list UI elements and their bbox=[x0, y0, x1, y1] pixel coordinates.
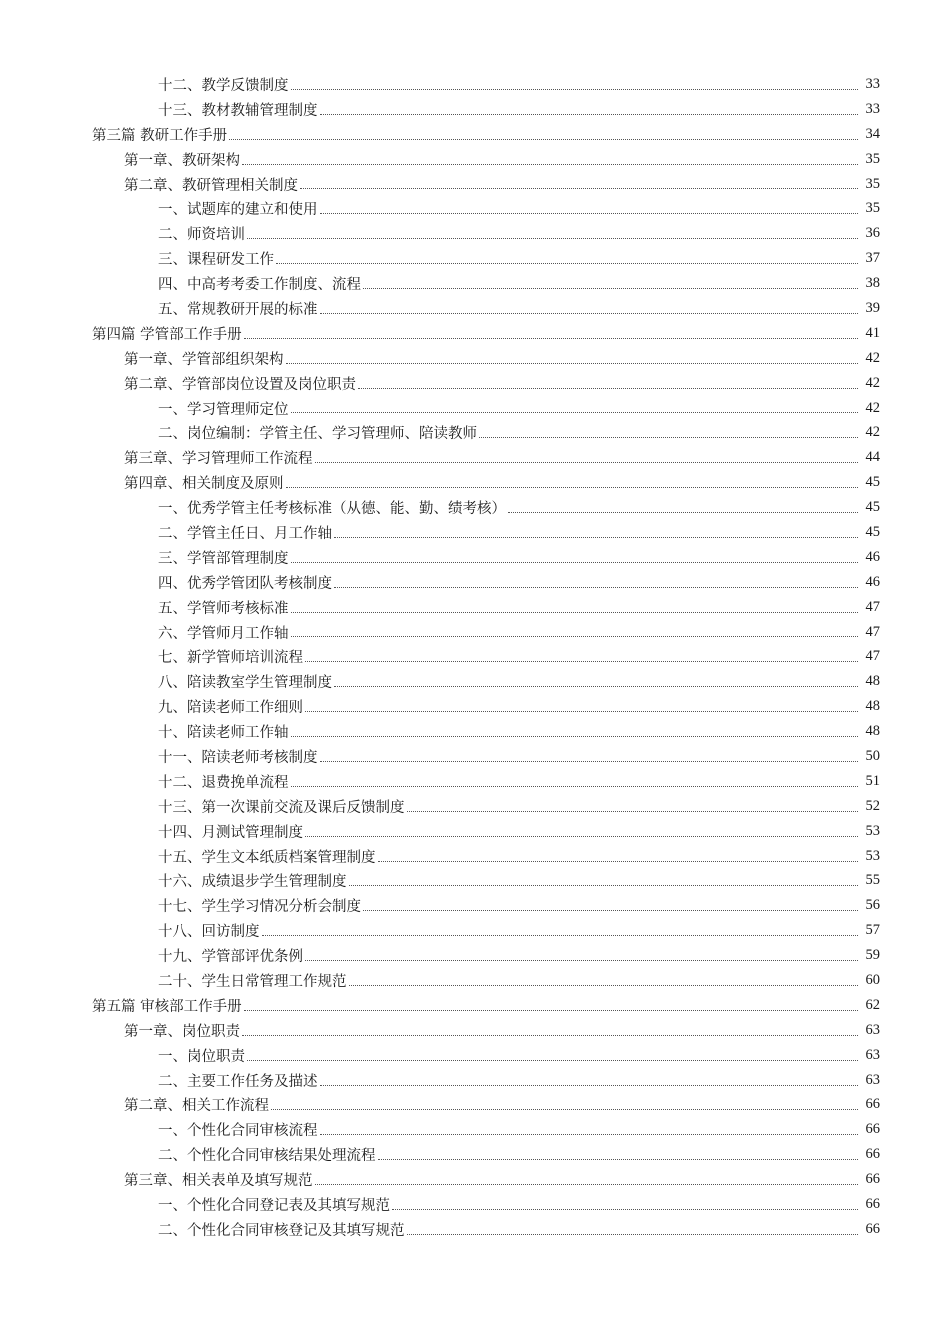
toc-entry-page-number: 42 bbox=[865, 349, 880, 366]
toc-entry-title: 十三、第一次课前交流及课后反馈制度 bbox=[158, 799, 405, 816]
toc-entry-title: 二、学管主任日、月工作轴 bbox=[158, 525, 332, 542]
toc-dot-leader bbox=[334, 586, 858, 588]
toc-entry-title: 二、师资培训 bbox=[158, 227, 245, 244]
toc-entry[interactable] bbox=[0, 1068, 950, 1093]
toc-entry-title: 第二章、教研管理相关制度 bbox=[124, 177, 298, 194]
toc-entry[interactable] bbox=[0, 620, 950, 645]
toc-entry-title: 第三章、相关表单及填写规范 bbox=[124, 1173, 313, 1190]
toc-entry[interactable] bbox=[0, 1192, 950, 1217]
toc-entry-page-number: 35 bbox=[865, 175, 880, 192]
toc-entry-page-number: 50 bbox=[865, 747, 880, 764]
toc-dot-leader bbox=[334, 536, 858, 538]
toc-dot-leader bbox=[479, 436, 858, 438]
toc-entry-page-number: 59 bbox=[865, 947, 880, 964]
toc-dot-leader bbox=[276, 262, 858, 264]
toc-entry-title: 八、陪读教室学生管理制度 bbox=[158, 675, 332, 692]
toc-entry[interactable] bbox=[0, 918, 950, 943]
toc-entry-page-number: 57 bbox=[865, 922, 880, 939]
toc-dot-leader bbox=[305, 959, 858, 961]
toc-dot-leader bbox=[271, 1108, 858, 1110]
toc-entry[interactable] bbox=[0, 968, 950, 993]
toc-dot-leader bbox=[407, 810, 859, 812]
toc-entry-title: 三、学管部管理制度 bbox=[158, 550, 289, 567]
toc-entry-page-number: 45 bbox=[865, 474, 880, 491]
toc-entry-page-number: 33 bbox=[865, 100, 880, 117]
toc-entry-title: 七、新学管师培训流程 bbox=[158, 650, 303, 667]
toc-entry-title: 一、试题库的建立和使用 bbox=[158, 202, 318, 219]
toc-entry-title: 十三、教材教辅管理制度 bbox=[158, 102, 318, 119]
toc-entry[interactable] bbox=[0, 396, 950, 421]
toc-dot-leader bbox=[291, 411, 859, 413]
toc-dot-leader bbox=[244, 337, 858, 339]
toc-entry[interactable] bbox=[0, 122, 950, 147]
toc-entry-page-number: 41 bbox=[865, 324, 880, 341]
toc-dot-leader bbox=[334, 685, 858, 687]
toc-entry-page-number: 62 bbox=[865, 996, 880, 1013]
toc-entry-title: 第五篇 审核部工作手册 bbox=[92, 998, 242, 1015]
toc-entry-title: 十二、退费挽单流程 bbox=[158, 774, 289, 791]
toc-entry-page-number: 66 bbox=[865, 1146, 880, 1163]
toc-entry-page-number: 36 bbox=[865, 225, 880, 242]
toc-entry-title: 五、常规教研开展的标准 bbox=[158, 301, 318, 318]
toc-entry-page-number: 66 bbox=[865, 1096, 880, 1113]
toc-entry-title: 十二、教学反馈制度 bbox=[158, 77, 289, 94]
toc-entry[interactable] bbox=[0, 1018, 950, 1043]
toc-entry[interactable] bbox=[0, 669, 950, 694]
toc-dot-leader bbox=[363, 287, 858, 289]
toc-dot-leader bbox=[286, 362, 859, 364]
table-of-contents bbox=[0, 72, 950, 1242]
toc-entry[interactable] bbox=[0, 694, 950, 719]
toc-entry[interactable] bbox=[0, 1167, 950, 1192]
toc-entry[interactable] bbox=[0, 147, 950, 172]
toc-entry-page-number: 46 bbox=[865, 548, 880, 565]
toc-entry-title: 十六、成绩退步学生管理制度 bbox=[158, 874, 347, 891]
toc-dot-leader bbox=[305, 710, 858, 712]
toc-dot-leader bbox=[320, 312, 859, 314]
toc-entry-page-number: 63 bbox=[865, 1021, 880, 1038]
toc-dot-leader bbox=[363, 909, 858, 911]
toc-entry[interactable] bbox=[0, 943, 950, 968]
toc-entry[interactable] bbox=[0, 744, 950, 769]
toc-entry-title: 三、课程研发工作 bbox=[158, 252, 274, 269]
toc-dot-leader bbox=[300, 187, 858, 189]
toc-entry-title: 十九、学管部评优条例 bbox=[158, 949, 303, 966]
toc-dot-leader bbox=[291, 561, 859, 563]
toc-entry-title: 第一章、学管部组织架构 bbox=[124, 351, 284, 368]
toc-dot-leader bbox=[349, 884, 859, 886]
toc-entry-page-number: 33 bbox=[865, 75, 880, 92]
toc-entry[interactable] bbox=[0, 545, 950, 570]
toc-entry-title: 第三篇 教研工作手册 bbox=[92, 127, 228, 144]
toc-dot-leader bbox=[291, 611, 859, 613]
toc-entry-title: 一、优秀学管主任考核标准（从德、能、勤、绩考核） bbox=[158, 501, 506, 518]
toc-entry-page-number: 38 bbox=[865, 275, 880, 292]
toc-entry-title: 一、个性化合同审核流程 bbox=[158, 1123, 318, 1140]
toc-dot-leader bbox=[358, 387, 858, 389]
toc-entry-title: 一、学习管理师定位 bbox=[158, 401, 289, 418]
toc-entry-page-number: 37 bbox=[865, 250, 880, 267]
toc-entry-page-number: 56 bbox=[865, 897, 880, 914]
toc-entry-page-number: 42 bbox=[865, 399, 880, 416]
toc-entry-page-number: 42 bbox=[865, 424, 880, 441]
toc-entry-page-number: 66 bbox=[865, 1220, 880, 1237]
toc-dot-leader bbox=[320, 113, 859, 115]
toc-entry[interactable] bbox=[0, 296, 950, 321]
toc-entry[interactable] bbox=[0, 246, 950, 271]
toc-dot-leader bbox=[242, 1034, 858, 1036]
toc-entry-title: 第一章、岗位职责 bbox=[124, 1023, 240, 1040]
toc-entry-title: 第四篇 学管部工作手册 bbox=[92, 326, 242, 343]
toc-entry[interactable] bbox=[0, 172, 950, 197]
toc-entry-title: 第三章、学习管理师工作流程 bbox=[124, 451, 313, 468]
toc-entry-page-number: 63 bbox=[865, 1046, 880, 1063]
toc-entry-page-number: 66 bbox=[865, 1171, 880, 1188]
toc-entry[interactable] bbox=[0, 769, 950, 794]
toc-entry[interactable] bbox=[0, 719, 950, 744]
toc-entry[interactable] bbox=[0, 271, 950, 296]
toc-entry[interactable] bbox=[0, 595, 950, 620]
toc-entry-page-number: 66 bbox=[865, 1121, 880, 1138]
toc-entry-title: 十一、陪读老师考核制度 bbox=[158, 749, 318, 766]
toc-entry-title: 十、陪读老师工作轴 bbox=[158, 725, 289, 742]
toc-dot-leader bbox=[244, 1009, 858, 1011]
toc-entry-title: 九、陪读老师工作细则 bbox=[158, 700, 303, 717]
toc-dot-leader bbox=[320, 212, 859, 214]
toc-dot-leader bbox=[291, 785, 859, 787]
toc-entry-title: 第四章、相关制度及原则 bbox=[124, 476, 284, 493]
toc-entry[interactable] bbox=[0, 495, 950, 520]
toc-dot-leader bbox=[392, 1208, 858, 1210]
toc-dot-leader bbox=[291, 735, 859, 737]
toc-entry[interactable] bbox=[0, 644, 950, 669]
toc-dot-leader bbox=[315, 461, 859, 463]
toc-entry-title: 第一章、教研架构 bbox=[124, 152, 240, 169]
toc-entry[interactable] bbox=[0, 371, 950, 396]
toc-entry-title: 十五、学生文本纸质档案管理制度 bbox=[158, 849, 376, 866]
toc-entry[interactable] bbox=[0, 893, 950, 918]
toc-entry-page-number: 60 bbox=[865, 972, 880, 988]
toc-entry-title: 二、岗位编制：学管主任、学习管理师、陪读教师 bbox=[158, 426, 477, 443]
toc-entry-title: 二、个性化合同审核结果处理流程 bbox=[158, 1148, 376, 1165]
toc-entry[interactable] bbox=[0, 844, 950, 869]
toc-entry-page-number: 46 bbox=[865, 573, 880, 590]
toc-dot-leader bbox=[247, 237, 858, 239]
toc-entry-title: 四、优秀学管团队考核制度 bbox=[158, 575, 332, 592]
toc-dot-leader bbox=[291, 635, 859, 637]
toc-entry-page-number: 48 bbox=[865, 673, 880, 690]
toc-entry-page-number: 45 bbox=[865, 523, 880, 540]
toc-dot-leader bbox=[291, 88, 859, 90]
toc-dot-leader bbox=[378, 860, 859, 862]
toc-entry-page-number: 48 bbox=[865, 723, 880, 740]
toc-dot-leader bbox=[320, 1133, 859, 1135]
toc-entry[interactable] bbox=[0, 470, 950, 495]
toc-entry-page-number: 35 bbox=[865, 200, 880, 217]
toc-entry[interactable] bbox=[0, 196, 950, 221]
toc-entry[interactable] bbox=[0, 794, 950, 819]
toc-dot-leader bbox=[315, 1183, 859, 1185]
toc-entry-title: 二十、学生日常管理工作规范 bbox=[158, 974, 347, 990]
toc-entry-page-number: 63 bbox=[865, 1071, 880, 1088]
toc-entry-title: 第二章、学管部岗位设置及岗位职责 bbox=[124, 376, 356, 393]
toc-dot-leader bbox=[407, 1233, 859, 1235]
toc-entry-page-number: 66 bbox=[865, 1196, 880, 1213]
toc-dot-leader bbox=[320, 760, 859, 762]
toc-dot-leader bbox=[262, 934, 859, 936]
toc-dot-leader bbox=[305, 660, 858, 662]
toc-entry-title: 一、岗位职责 bbox=[158, 1048, 245, 1065]
toc-entry-title: 六、学管师月工作轴 bbox=[158, 625, 289, 642]
toc-entry[interactable] bbox=[0, 72, 950, 97]
toc-entry[interactable] bbox=[0, 1117, 950, 1142]
toc-entry[interactable] bbox=[0, 420, 950, 445]
toc-entry-page-number: 39 bbox=[865, 299, 880, 316]
toc-entry-page-number: 51 bbox=[865, 772, 880, 789]
toc-entry-page-number: 44 bbox=[865, 449, 880, 466]
toc-entry-title: 四、中高考考委工作制度、流程 bbox=[158, 277, 361, 294]
toc-entry[interactable] bbox=[0, 570, 950, 595]
toc-entry-title: 二、主要工作任务及描述 bbox=[158, 1073, 318, 1090]
toc-entry[interactable] bbox=[0, 993, 950, 1018]
toc-entry-page-number: 48 bbox=[865, 698, 880, 715]
toc-entry-page-number: 55 bbox=[865, 872, 880, 889]
toc-dot-leader bbox=[242, 163, 858, 165]
toc-entry-page-number: 47 bbox=[865, 648, 880, 665]
toc-dot-leader bbox=[305, 835, 858, 837]
toc-entry-title: 十八、回访制度 bbox=[158, 924, 260, 941]
toc-dot-leader bbox=[229, 138, 858, 140]
toc-entry-page-number: 42 bbox=[865, 374, 880, 391]
toc-entry[interactable] bbox=[0, 1217, 950, 1242]
toc-entry-page-number: 35 bbox=[865, 150, 880, 167]
toc-entry-page-number: 53 bbox=[865, 822, 880, 839]
toc-entry[interactable] bbox=[0, 1043, 950, 1068]
toc-entry-title: 十七、学生学习情况分析会制度 bbox=[158, 899, 361, 916]
toc-entry[interactable] bbox=[0, 346, 950, 371]
toc-entry[interactable] bbox=[0, 97, 950, 122]
toc-entry-page-number: 34 bbox=[865, 125, 880, 142]
toc-entry[interactable] bbox=[0, 221, 950, 246]
toc-entry-title: 十四、月测试管理制度 bbox=[158, 824, 303, 841]
toc-entry[interactable] bbox=[0, 1142, 950, 1167]
toc-entry-title: 二、个性化合同审核登记及其填写规范 bbox=[158, 1222, 405, 1239]
toc-entry[interactable] bbox=[0, 869, 950, 894]
toc-entry[interactable] bbox=[0, 1093, 950, 1118]
toc-entry[interactable] bbox=[0, 819, 950, 844]
toc-dot-leader bbox=[508, 511, 858, 513]
toc-entry[interactable] bbox=[0, 445, 950, 470]
toc-dot-leader bbox=[349, 984, 859, 986]
toc-entry[interactable] bbox=[0, 321, 950, 346]
toc-entry-title: 一、个性化合同登记表及其填写规范 bbox=[158, 1198, 390, 1215]
toc-dot-leader bbox=[286, 486, 859, 488]
toc-entry-title: 五、学管师考核标准 bbox=[158, 600, 289, 617]
toc-entry-page-number: 52 bbox=[865, 797, 880, 814]
toc-dot-leader bbox=[320, 1084, 859, 1086]
toc-entry-page-number: 45 bbox=[865, 499, 880, 516]
toc-entry[interactable] bbox=[0, 520, 950, 545]
toc-dot-leader bbox=[247, 1059, 858, 1061]
toc-entry-title: 第二章、相关工作流程 bbox=[124, 1098, 269, 1115]
toc-entry-page-number: 47 bbox=[865, 598, 880, 615]
toc-dot-leader bbox=[378, 1158, 859, 1160]
toc-entry-page-number: 47 bbox=[865, 623, 880, 640]
toc-entry-page-number: 53 bbox=[865, 847, 880, 864]
